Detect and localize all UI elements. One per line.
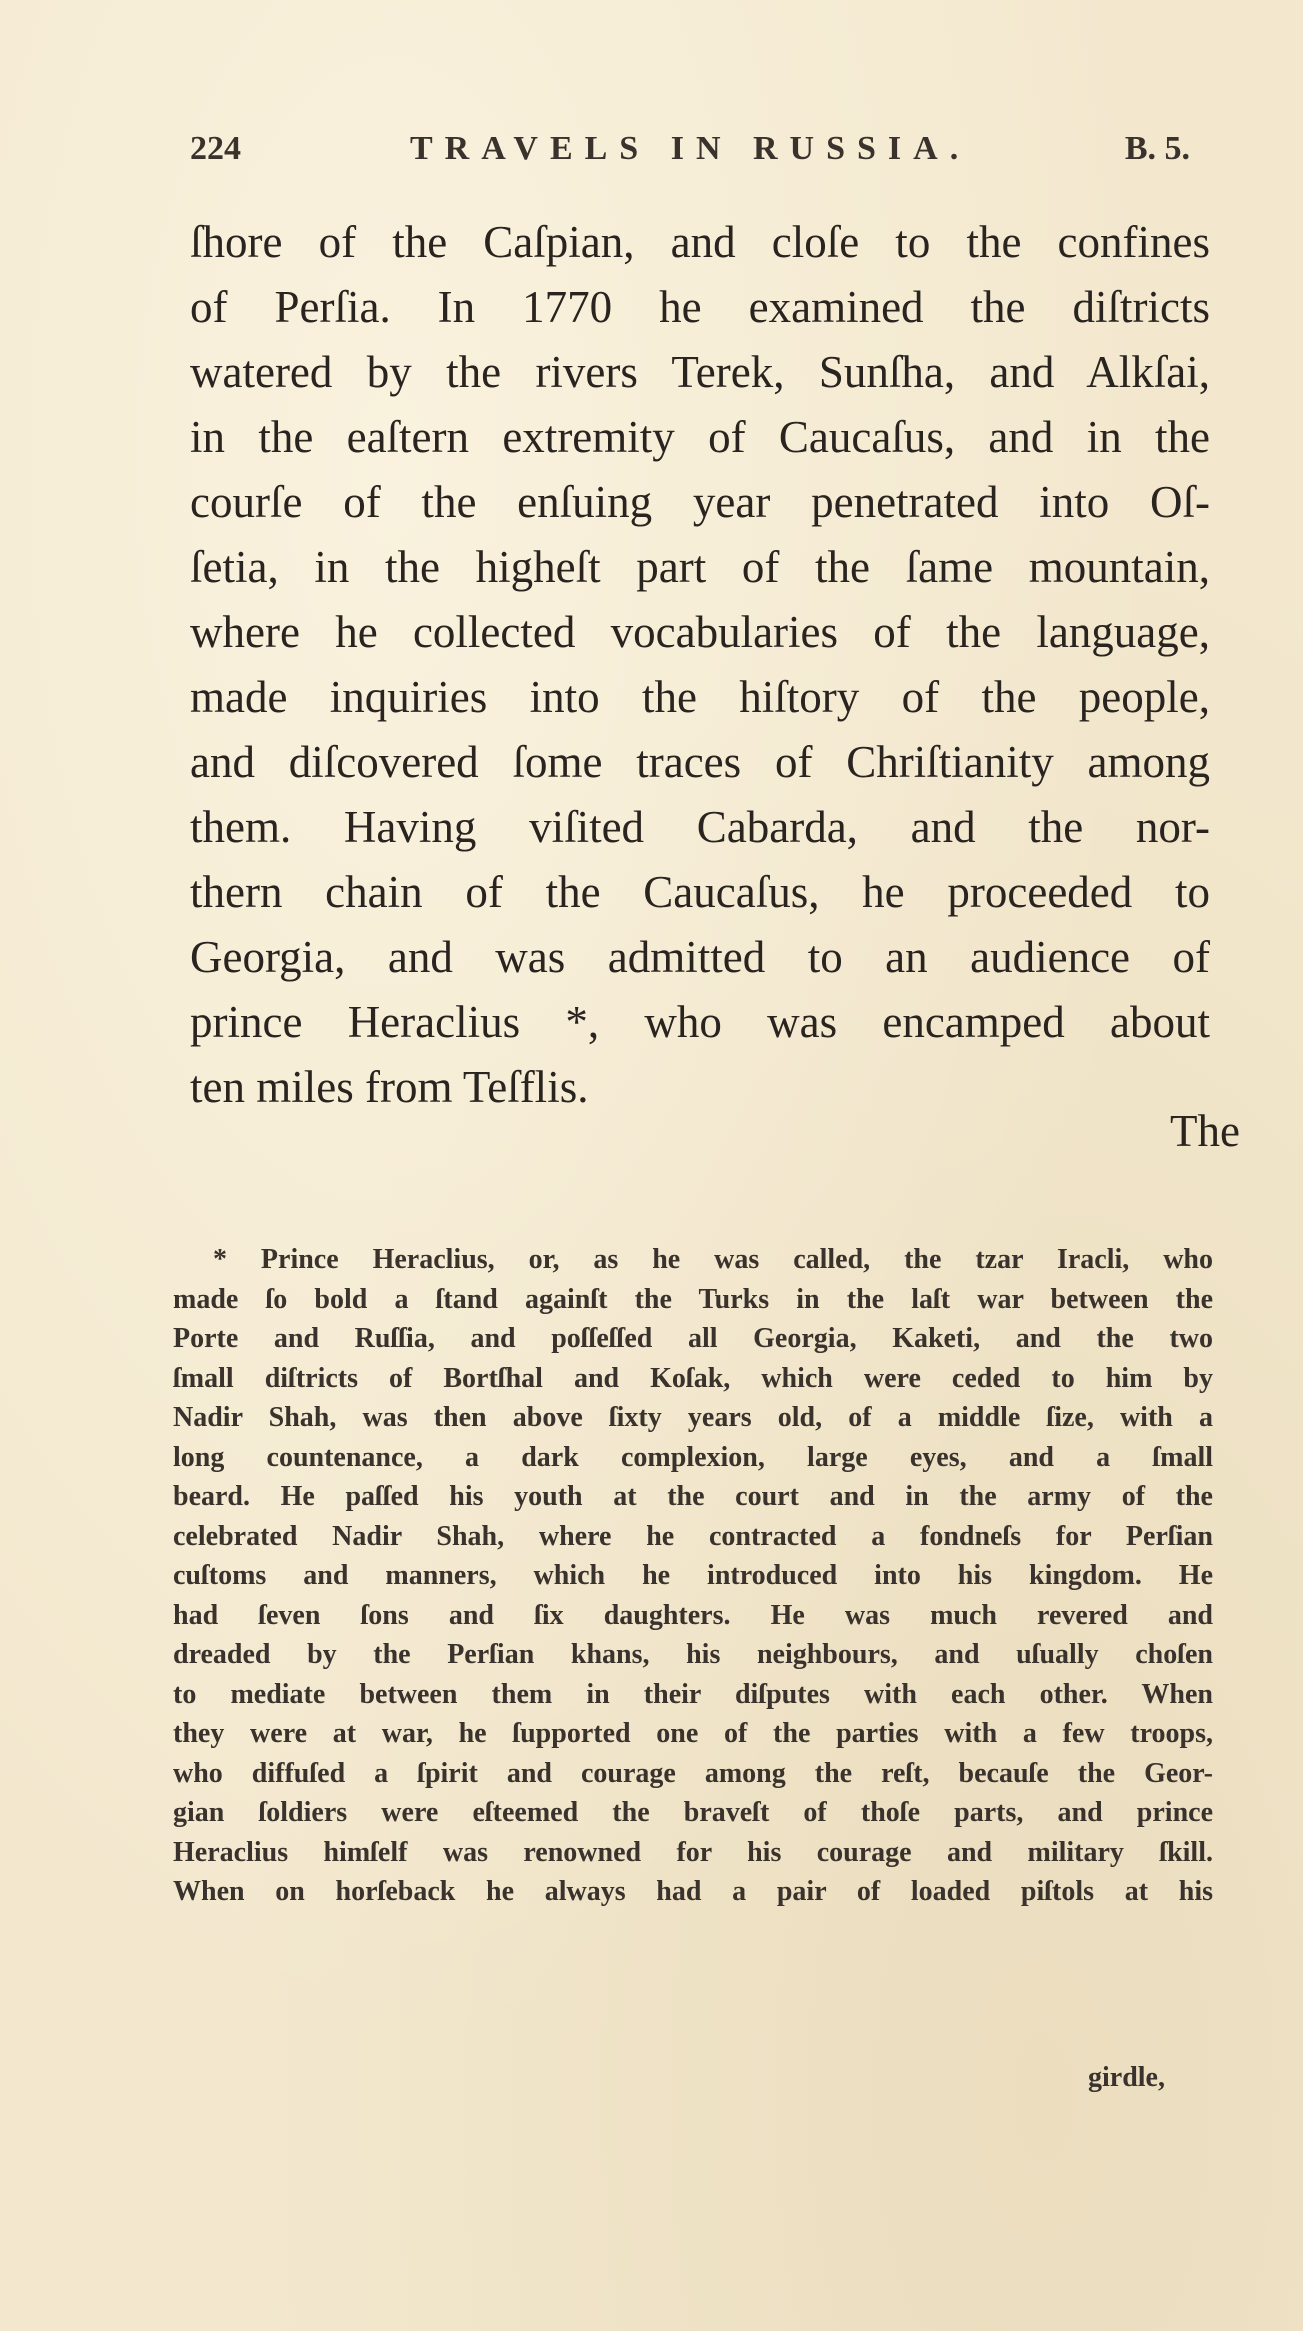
body-line: in the eaſtern extremity of Caucaſus, and in the (190, 412, 1210, 462)
body-line: Georgia, and was admitted to an audience of (190, 932, 1210, 982)
footnote-line: beard. He paſſed his youth at the court and in the army of the (173, 1481, 1213, 1512)
body-line: where he collected vocabularies of the language, (190, 607, 1210, 657)
footnote-line: cuſtoms and manners, which he introduced into his kingdom. He (173, 1560, 1213, 1591)
body-line: ten miles from Teſflis. (190, 1062, 589, 1112)
body-line: them. Having viſited Cabarda, and the nor- (190, 802, 1210, 852)
footnote-catchword: girdle, (1088, 2062, 1165, 2093)
body-line: made inquiries into the hiſtory of the people, (190, 672, 1210, 722)
footnote-line: celebrated Nadir Shah, where he contracted a fondneſs for Perſian (173, 1520, 1213, 1552)
footnote-line: to mediate between them in their diſputes with each other. When (173, 1678, 1213, 1710)
footnote-line: made ſo bold a ſtand againſt the Turks in the laſt war between the (173, 1283, 1213, 1315)
body-line: thern chain of the Caucaſus, he proceeded to (190, 867, 1210, 917)
body-line: prince Heraclius *, who was encamped about (190, 997, 1210, 1047)
catchword: The (1170, 1106, 1240, 1156)
footnote-line: * Prince Heraclius, or, as he was called, the tzar Iracli, who (213, 1244, 1213, 1275)
footnote-line: Porte and Ruſſia, and poſſeſſed all Georgia, Kaketi, and the two (173, 1323, 1213, 1354)
footnote-line: When on horſeback he always had a pair of loaded piſtols at his (173, 1876, 1213, 1907)
body-line: ſhore of the Caſpian, and cloſe to the confines (190, 217, 1210, 267)
footnote-line: they were at war, he ſupported one of the parties with a few troops, (173, 1718, 1213, 1749)
book-number: B. 5. (1124, 130, 1190, 167)
footnote-line: who diffuſed a ſpirit and courage among the reſt, becauſe the Geor- (173, 1757, 1213, 1789)
footnote-line: dreaded by the Perſian khans, his neighbours, and uſually choſen (173, 1639, 1213, 1670)
footnote-line: ſmall diſtricts of Bortſhal and Koſak, which were ceded to him by (173, 1362, 1213, 1394)
page-number: 224 (190, 130, 241, 167)
footnote (173, 1240, 1213, 1912)
body-text (190, 210, 1210, 1120)
running-head (190, 130, 1190, 190)
body-line: of Perſia. In 1770 he examined the diſtricts (190, 282, 1210, 332)
footnote-line: had ſeven ſons and ſix daughters. He was much revered and (173, 1599, 1213, 1631)
body-line: and diſcovered ſome traces of Chriſtianity among (190, 737, 1210, 787)
body-line: courſe of the enſuing year penetrated into Oſ- (190, 477, 1210, 527)
running-title: TRAVELS IN RUSSIA. (410, 130, 971, 167)
footnote-line: Nadir Shah, was then above ſixty years old, of a middle ſize, with a (173, 1402, 1213, 1433)
footnote-line: Heraclius himſelf was renowned for his courage and military ſkill. (173, 1836, 1213, 1868)
body-line: watered by the rivers Terek, Sunſha, and Alkſai, (190, 347, 1210, 397)
footnote-line: gian ſoldiers were eſteemed the braveſt of thoſe parts, and prince (173, 1797, 1213, 1828)
footnote-line: long countenance, a dark complexion, large eyes, and a ſmall (173, 1441, 1213, 1473)
body-line: ſetia, in the higheſt part of the ſame mountain, (190, 542, 1210, 592)
